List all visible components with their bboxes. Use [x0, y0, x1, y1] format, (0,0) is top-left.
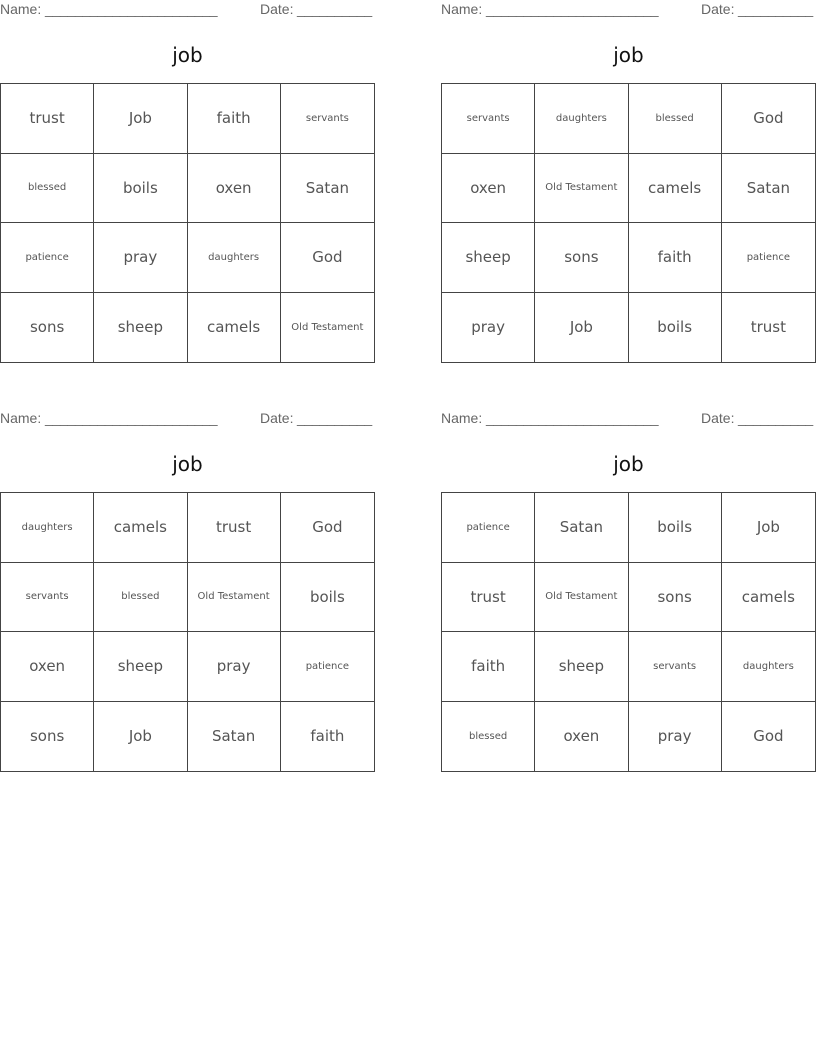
bingo-cell: God: [753, 727, 784, 746]
bingo-cell: God: [281, 223, 374, 293]
bingo-grid: [441, 83, 816, 363]
name-label: Name:: [0, 410, 42, 426]
bingo-cell: Satan: [188, 702, 281, 772]
bingo-card-2: [441, 0, 816, 365]
bingo-cell: oxen: [188, 154, 281, 224]
bingo-cell: Old Testament: [188, 563, 281, 633]
bingo-cell: daughters: [722, 632, 815, 702]
bingo-cell: camels: [94, 493, 187, 563]
date-label: Date:: [260, 1, 294, 17]
card-title: job: [613, 452, 644, 476]
bingo-cell: daughters: [535, 84, 628, 154]
bingo-cell: blessed: [1, 154, 94, 224]
bingo-cell: faith: [310, 727, 345, 746]
bingo-grid: [0, 83, 375, 363]
bingo-cell: Satan: [722, 154, 815, 224]
bingo-cell: pray: [629, 702, 722, 772]
bingo-cell: oxen: [442, 154, 535, 224]
bingo-grid: [441, 492, 816, 772]
bingo-cell: sheep: [442, 223, 535, 293]
card-title: job: [613, 43, 644, 67]
date-blank: __________: [738, 1, 813, 17]
date-blank: __________: [738, 410, 813, 426]
bingo-cell: Old Testament: [291, 321, 364, 333]
card-title: job: [172, 452, 203, 476]
date-label: Date:: [701, 410, 735, 426]
bingo-cell: faith: [188, 84, 281, 154]
name-blank: _______________________: [486, 410, 659, 426]
card-header: [441, 1, 816, 19]
card-header: [441, 410, 816, 428]
bingo-cell: Job: [94, 84, 187, 154]
bingo-cell: camels: [188, 293, 281, 363]
bingo-cell: boils: [629, 493, 722, 563]
name-blank: _______________________: [45, 1, 218, 17]
bingo-card-1: [0, 0, 375, 365]
bingo-cell: boils: [94, 154, 187, 224]
bingo-cell: camels: [722, 563, 815, 633]
bingo-card-3: [0, 409, 375, 774]
name-label: Name:: [441, 1, 483, 17]
bingo-cell: sons: [629, 563, 722, 633]
bingo-cell: blessed: [94, 563, 187, 633]
bingo-cell: servants: [629, 632, 722, 702]
date-label: Date:: [701, 1, 735, 17]
bingo-grid: [0, 492, 375, 772]
bingo-cell: Satan: [281, 154, 374, 224]
bingo-cell: servants: [442, 84, 535, 154]
date-label: Date:: [260, 410, 294, 426]
bingo-cell: patience: [722, 223, 815, 293]
card-title: job: [172, 43, 203, 67]
bingo-cell: oxen: [1, 632, 94, 702]
card-header: [0, 410, 375, 428]
bingo-cell: daughters: [1, 493, 94, 563]
bingo-cell: patience: [442, 493, 535, 563]
bingo-cell: sheep: [94, 293, 187, 363]
bingo-cell: Job: [535, 293, 628, 363]
bingo-cell: sons: [1, 293, 94, 363]
date-blank: __________: [297, 410, 372, 426]
bingo-cell: pray: [94, 223, 187, 293]
bingo-cell: God: [281, 493, 374, 563]
bingo-cell: faith: [442, 632, 535, 702]
bingo-cell: blessed: [442, 702, 535, 772]
name-label: Name:: [441, 410, 483, 426]
name-blank: _______________________: [45, 410, 218, 426]
date-blank: __________: [297, 1, 372, 17]
bingo-cell: boils: [629, 293, 722, 363]
bingo-cell: daughters: [188, 223, 281, 293]
bingo-card-4: [441, 409, 816, 774]
bingo-cell: oxen: [535, 702, 628, 772]
bingo-cell: trust: [750, 318, 786, 337]
bingo-cell: patience: [1, 223, 94, 293]
bingo-cell: faith: [629, 223, 722, 293]
bingo-cell: trust: [442, 563, 535, 633]
bingo-cell: sons: [1, 702, 94, 772]
bingo-cell: patience: [281, 632, 374, 702]
name-blank: _______________________: [486, 1, 659, 17]
bingo-cell: Old Testament: [535, 154, 628, 224]
bingo-cell: servants: [1, 563, 94, 633]
bingo-cell: God: [722, 84, 815, 154]
bingo-cell: trust: [188, 493, 281, 563]
bingo-cell: pray: [188, 632, 281, 702]
bingo-cell: blessed: [629, 84, 722, 154]
bingo-cell: Satan: [535, 493, 628, 563]
card-header: [0, 1, 375, 19]
bingo-cell: sons: [535, 223, 628, 293]
name-label: Name:: [0, 1, 42, 17]
bingo-cell: Old Testament: [535, 563, 628, 633]
bingo-cell: boils: [281, 563, 374, 633]
bingo-cell: trust: [1, 84, 94, 154]
bingo-cell: sheep: [535, 632, 628, 702]
bingo-cell: camels: [629, 154, 722, 224]
bingo-cell: servants: [281, 84, 374, 154]
bingo-cell: pray: [442, 293, 535, 363]
bingo-cell: Job: [722, 493, 815, 563]
bingo-cell: sheep: [94, 632, 187, 702]
bingo-cell: Job: [94, 702, 187, 772]
